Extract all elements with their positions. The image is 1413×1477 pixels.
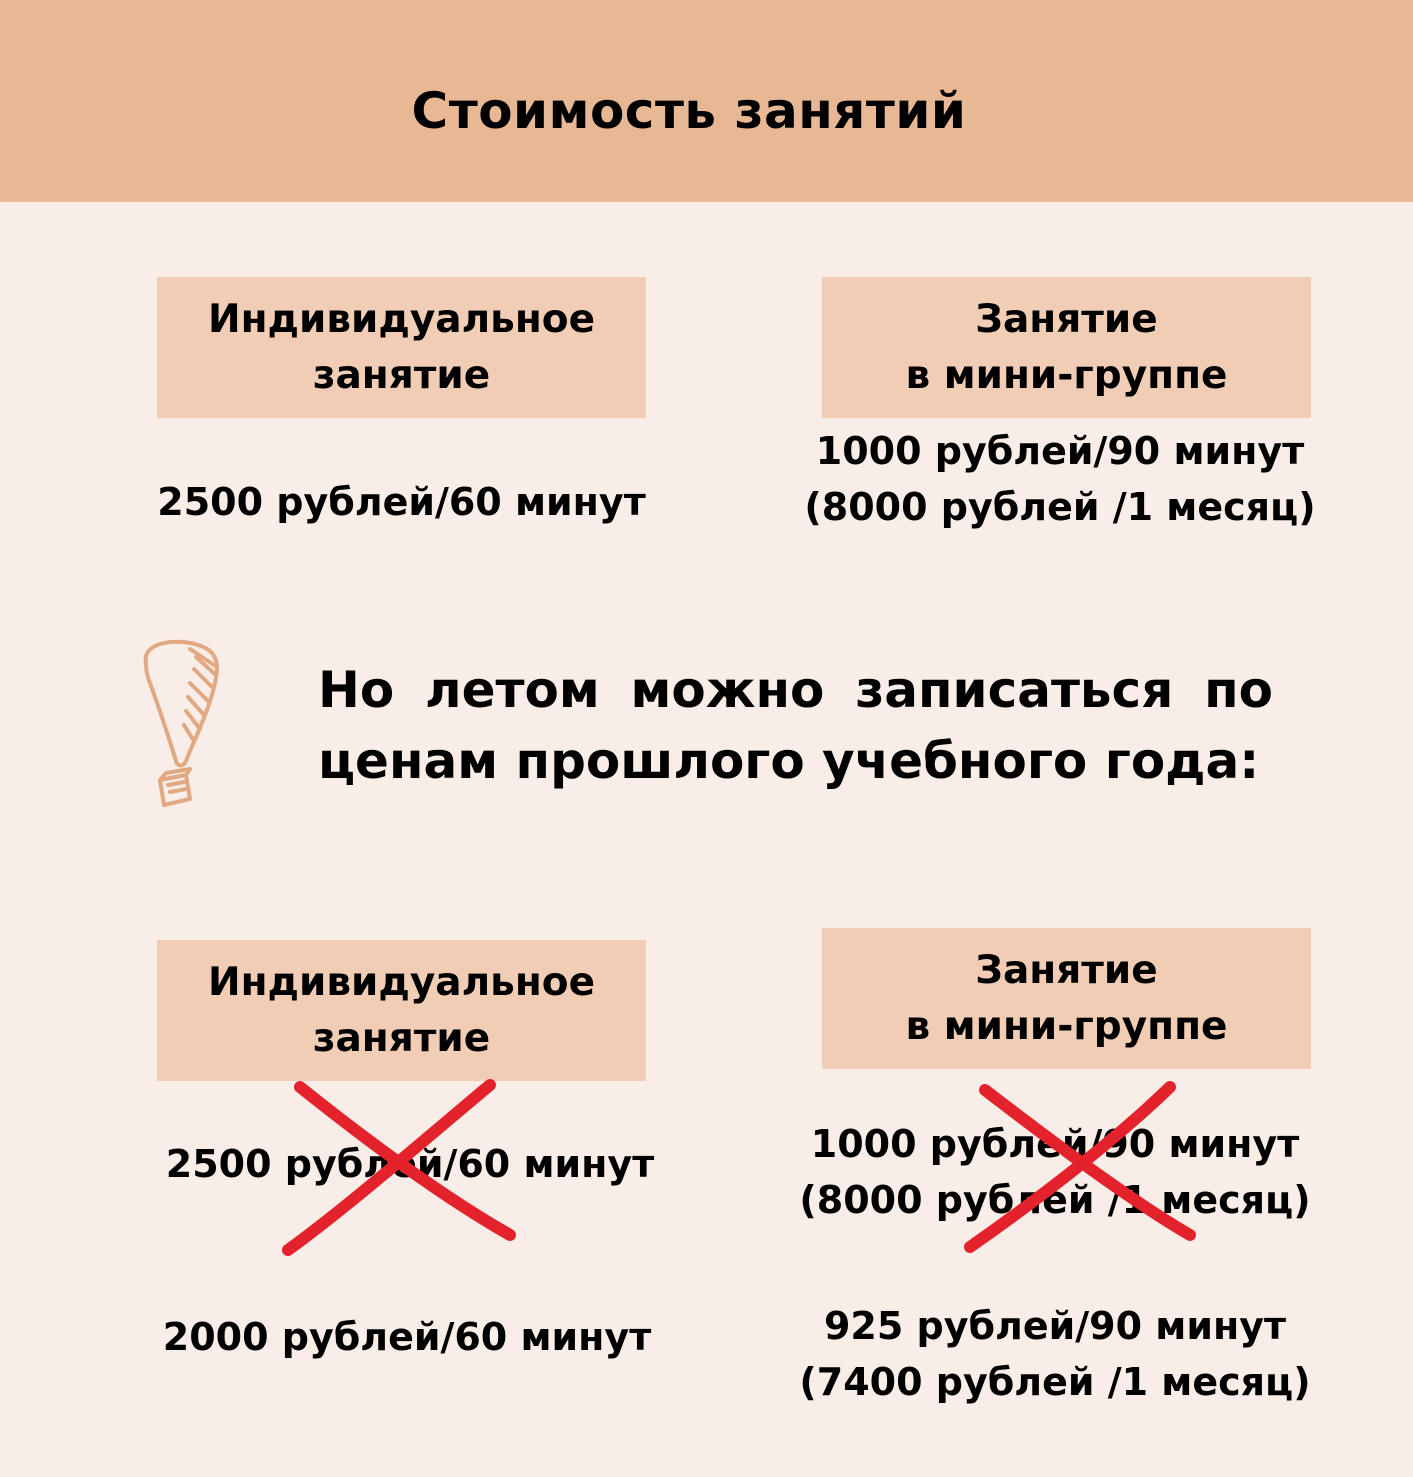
price-line: 1000 рублей/90 минут <box>810 1122 1300 1166</box>
individual-lesson-card-summer <box>157 940 646 1081</box>
strikethrough-cross-icon <box>960 1075 1200 1260</box>
price-line: (8000 рублей /1 месяц) <box>799 1178 1311 1222</box>
card-title-line: занятие <box>312 1015 491 1061</box>
price-line: (7400 рублей /1 месяц) <box>799 1360 1311 1404</box>
individual-lesson-card <box>157 277 646 418</box>
card-title-line: в мини-группе <box>905 352 1228 398</box>
price-line: (8000 рублей /1 месяц) <box>804 485 1316 529</box>
group-lesson-card-summer <box>822 928 1311 1069</box>
exclamation-icon <box>128 635 228 815</box>
individual-price <box>157 474 646 530</box>
individual-new-price <box>157 1309 657 1365</box>
strikethrough-cross-icon <box>280 1075 520 1260</box>
group-price <box>800 423 1320 535</box>
card-title-line: занятие <box>312 352 491 398</box>
price-line: 1000 рублей/90 минут <box>815 429 1305 473</box>
price-line: 925 рублей/90 минут <box>823 1304 1286 1348</box>
summer-notice: Но летом можно записаться по ценам прошлого учебного года: <box>318 661 1273 790</box>
header-banner <box>0 0 1413 202</box>
group-new-price <box>790 1298 1320 1410</box>
card-title-line: Индивидуальное <box>207 296 596 342</box>
card-title-line: Индивидуальное <box>207 959 596 1005</box>
price-line: 2000 рублей/60 минут <box>162 1315 652 1359</box>
page-title: Стоимость занятий <box>411 82 967 140</box>
card-title-line: в мини-группе <box>905 1003 1228 1049</box>
card-title-line: Занятие <box>975 947 1158 993</box>
price-line: 2500 рублей/60 минут <box>157 480 646 524</box>
card-title-line: Занятие <box>975 296 1158 342</box>
group-lesson-card <box>822 277 1311 418</box>
price-line: 2500 рублей/60 минут <box>165 1142 655 1186</box>
